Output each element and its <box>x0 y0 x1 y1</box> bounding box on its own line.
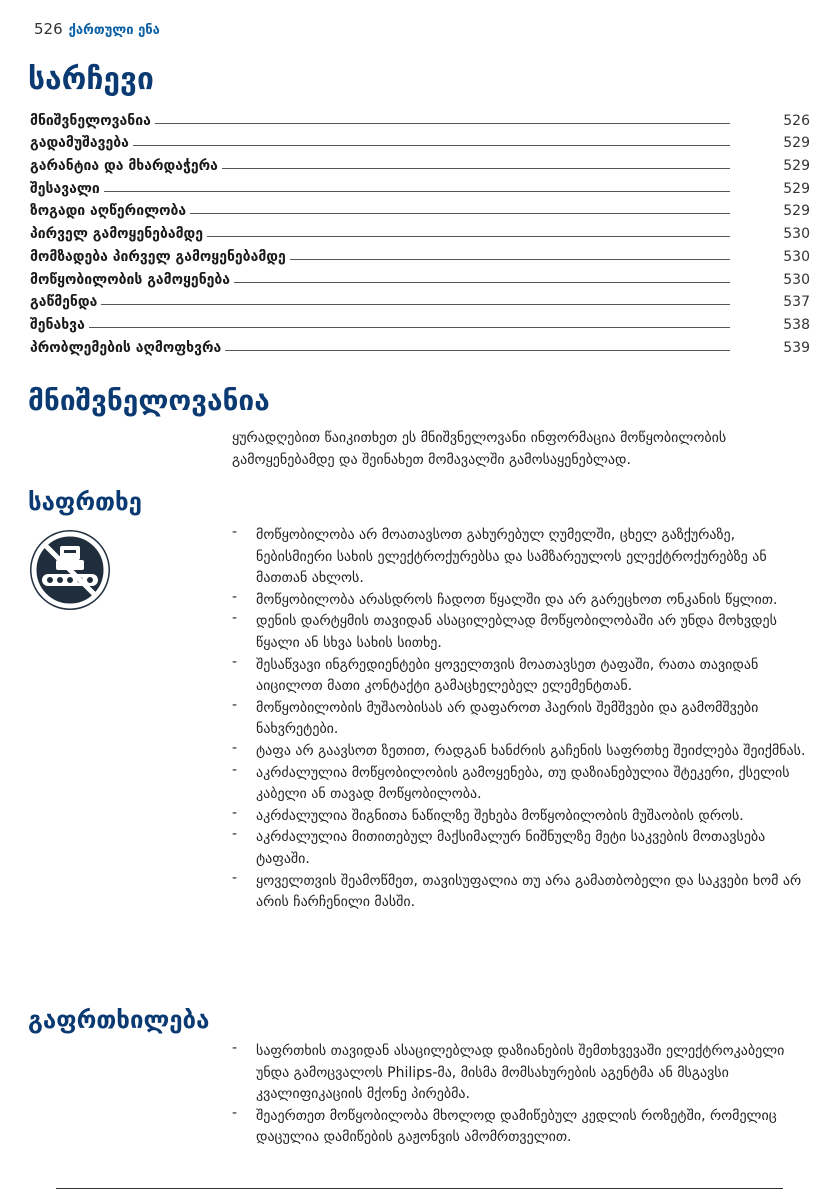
danger-item: - ყოველთვის შეამოწმეთ, თავისუფალია თუ არა გამათბობელი და საკვები ხომ არ არის ჩარჩენილი მასში. <box>232 871 812 914</box>
danger-item: - მოწყობილობა არასდროს ჩადოთ წყალში და არ გარეცხოთ ონკანის წყლით. <box>232 590 812 612</box>
toc-entry[interactable] <box>30 174 810 197</box>
toc-entry-page: 538 <box>783 316 810 333</box>
danger-item: - მოწყობილობა არ მოათავსოთ გახურებულ ღუმელში, ცხელ გაზქურაზე, ნებისმიერი სახის ელექტროქურებსა და სამზარეულოს ელექტროქურებზე ან მათთან ახლოს. <box>232 525 812 590</box>
toc-entry[interactable] <box>30 310 810 333</box>
warning-item: - საფრთხის თავიდან ასაცილებლად დაზიანების შემთხვევაში ელექტროკაბელი უნდა გამოცვალოს Philips-მა, მისმა მომსახურების აგენტმა ან მსგავსი კვალიფიკაციის მქონე პირებმა. <box>232 1041 812 1106</box>
page-header <box>34 20 160 38</box>
warning-title: გაფრთხილება <box>28 1006 210 1034</box>
toc-entry-title: მოწყობილობის გამოყენება <box>30 271 231 288</box>
toc-entry[interactable] <box>30 129 810 152</box>
danger-item: - მოწყობილობის მუშაობისას არ დაფაროთ ჰაერის შემშვები და გამომშვები ნახვრეტები. <box>232 698 812 741</box>
toc-entry-title: მომზადება პირველ გამოყენებამდე <box>30 248 286 265</box>
toc-entry[interactable] <box>30 106 810 129</box>
toc-leader-line <box>234 282 730 283</box>
toc-leader-line <box>104 191 730 192</box>
toc-leader-line <box>290 259 730 260</box>
toc-leader-line <box>133 145 730 146</box>
toc-leader-line <box>89 327 730 328</box>
danger-item: - აკრძალულია მითითებულ მაქსიმალურ ნიშნულზე მეტი საკვების მოთავსება ტაფაში. <box>232 827 812 870</box>
danger-item: - აკრძალულია მოწყობილობის გამოყენება, თუ დაზიანებულია შტეკერი, ქსელის კაბელი ან თავად მოწყობილობა. <box>232 763 812 806</box>
toc-entry[interactable] <box>30 197 810 220</box>
toc-leader-line <box>225 350 730 351</box>
toc-entry-page: 539 <box>783 339 810 356</box>
toc-entry[interactable] <box>30 265 810 288</box>
toc-entry[interactable] <box>30 219 810 242</box>
toc-entry-page: 529 <box>783 135 810 152</box>
toc-entry-title: პირველ გამოყენებამდე <box>30 226 203 243</box>
toc-entry[interactable] <box>30 151 810 174</box>
language-label: ქართული ენა <box>68 23 160 38</box>
danger-item: - დენის დარტყმის თავიდან ასაცილებლად მოწყობილობაში არ უნდა მოხვდეს წყალი ან სხვა სახის სითხე. <box>232 611 812 654</box>
toc-entry-title: გაწმენდა <box>30 294 98 311</box>
danger-item: - აკრძალულია შიგნითა ნაწილზე შეხება მოწყობილობის მუშაობის დროს. <box>232 806 812 828</box>
toc-entry-title: შესავალი <box>30 180 100 197</box>
danger-item: - ტაფა არ გაავსოთ ზეთით, რადგან ხანძრის გაჩენის საფრთხე შეიძლება შეიქმნას. <box>232 741 812 763</box>
toc-entry-title: გარანტია და მხარდაჭერა <box>30 158 218 175</box>
important-title: მნიშვნელოვანია <box>28 384 270 417</box>
no-immersion-icon <box>28 528 112 612</box>
danger-list <box>232 525 812 914</box>
toc-entry[interactable] <box>30 288 810 311</box>
toc-entry-title: გადამუშავება <box>30 135 129 152</box>
toc-entry-page: 537 <box>783 294 810 311</box>
toc-entry[interactable] <box>30 333 810 356</box>
toc-entry-page: 529 <box>783 203 810 220</box>
warning-list <box>232 1041 812 1149</box>
warning-item: - შეაერთეთ მოწყობილობა მხოლოდ დამიწებულ კედლის როზეტში, რომელიც დაცულია დამიწების გაჟონვის ამომრთველით. <box>232 1106 812 1149</box>
page-number: 526 <box>34 20 63 38</box>
toc-entry-title: ზოგადი აღწერილობა <box>30 203 187 220</box>
toc-leader-line <box>207 236 730 237</box>
toc-entry-title: პრობლემების აღმოფხვრა <box>30 339 222 356</box>
toc-entry-page: 530 <box>783 271 810 288</box>
toc-entry-title: მნიშვნელოვანია <box>30 112 151 129</box>
toc-entry-page: 526 <box>783 112 810 129</box>
toc-leader-line <box>190 213 730 214</box>
toc-leader-line <box>222 168 730 169</box>
danger-item: - შესაწვავი ინგრედიენტები ყოველთვის მოათავსეთ ტაფაში, რათა თავიდან აიცილოთ მათი კონტაქტი გამაცხელებელ ელემენტთან. <box>232 655 812 698</box>
toc-entry-page: 530 <box>783 226 810 243</box>
toc-entry-page: 530 <box>783 248 810 265</box>
footer-rule <box>56 1188 783 1189</box>
toc-title: სარჩევი <box>28 62 154 97</box>
toc-entry-page: 529 <box>783 180 810 197</box>
toc-leader-line <box>101 304 730 305</box>
table-of-contents <box>30 106 810 356</box>
toc-leader-line <box>155 123 730 124</box>
toc-entry[interactable] <box>30 242 810 265</box>
danger-title: საფრთხე <box>28 488 142 516</box>
toc-entry-title: შენახვა <box>30 316 85 333</box>
important-intro: ყურადღებით წაიკითხეთ ეს მნიშვნელოვანი ინფორმაცია მოწყობილობის გამოყენებამდე და შეინახეთ მომავალში გამოსაყენებლად. <box>232 430 727 468</box>
toc-entry-page: 529 <box>783 158 810 175</box>
